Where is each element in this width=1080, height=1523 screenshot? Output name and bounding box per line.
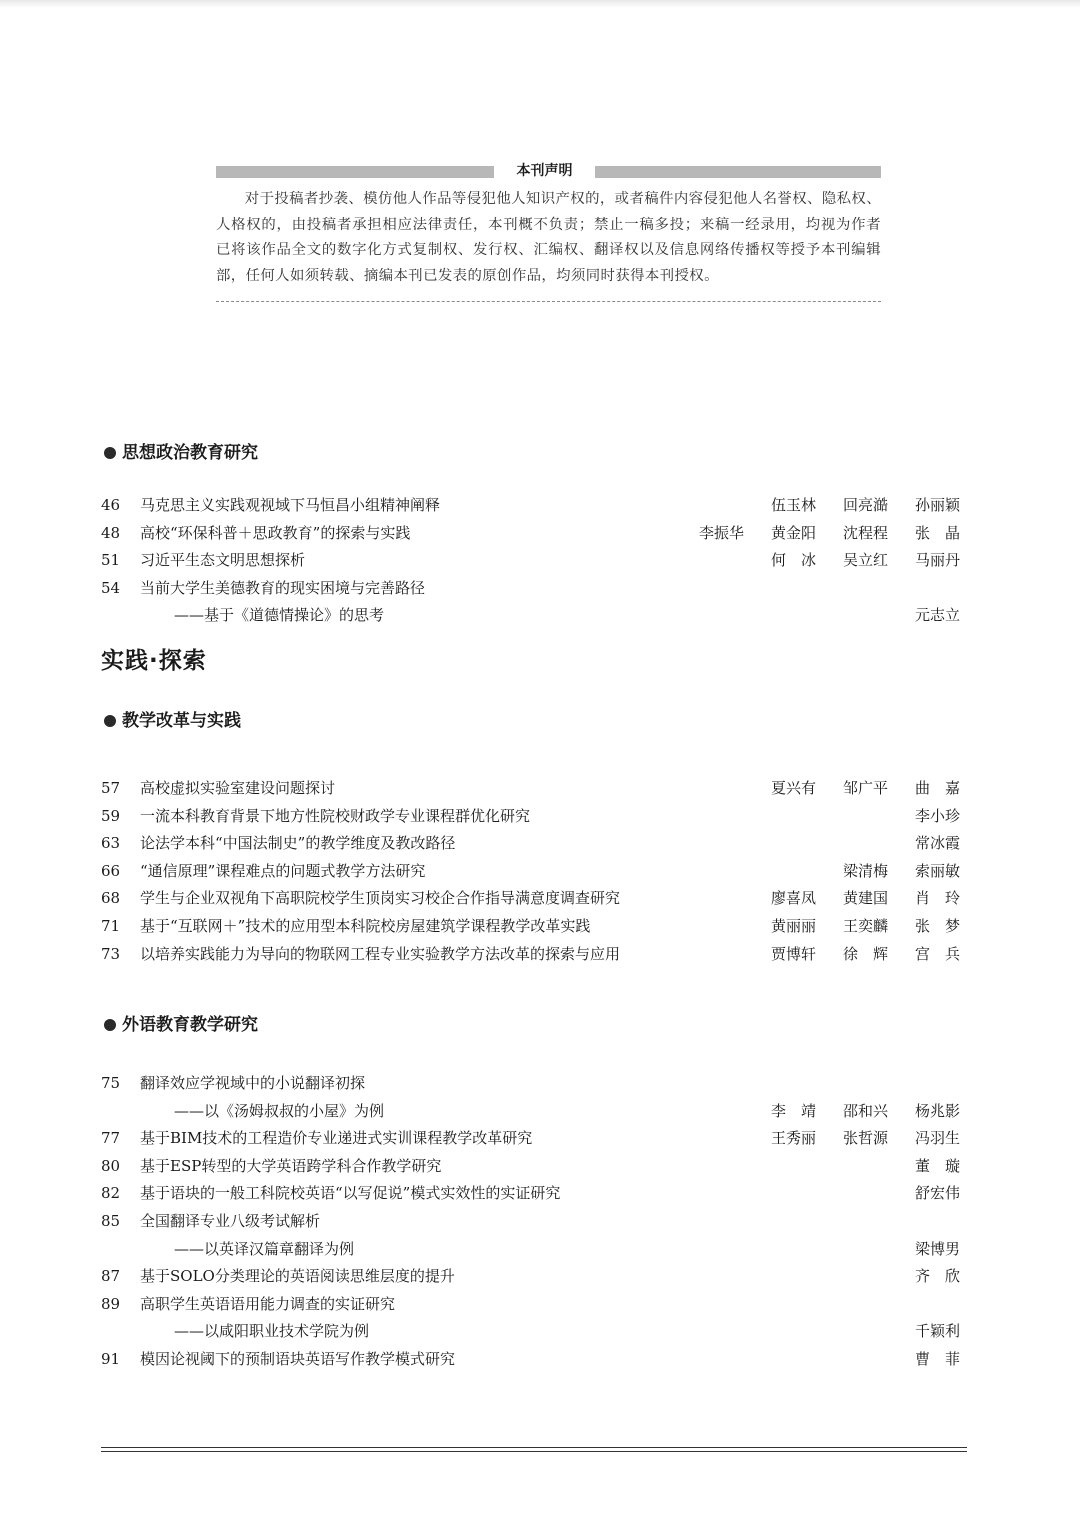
author-name: 常冰霞 bbox=[915, 834, 961, 853]
author-name: 舒宏伟 bbox=[915, 1184, 961, 1203]
author-name: 伍玉林 bbox=[771, 496, 817, 514]
page-number: 80 bbox=[101, 1156, 121, 1175]
author-name: 元志立 bbox=[915, 606, 961, 625]
article-title: 基于SOLO分类理论的英语阅读思维层度的提升 bbox=[140, 1267, 455, 1286]
toc-entry bbox=[101, 1180, 967, 1208]
article-title: 当前大学生美德教育的现实困境与完善路径 bbox=[140, 578, 426, 597]
page-number: 63 bbox=[101, 834, 121, 853]
article-title: 高校“环保科普＋思政教育”的探索与实践 bbox=[140, 523, 411, 542]
author-name: 李小珍 bbox=[915, 806, 961, 825]
author-name: 吴立红 bbox=[843, 551, 889, 570]
section-title-ideology: 思想政治教育研究 bbox=[104, 442, 258, 464]
author-name: 李振华 bbox=[699, 523, 745, 542]
toc-entry bbox=[101, 885, 967, 913]
column-heading: 实践·探索 bbox=[101, 648, 207, 674]
notice-bar-left bbox=[216, 166, 494, 178]
toc-list-teaching-reform bbox=[101, 775, 967, 968]
author-name: 黄丽丽 bbox=[771, 916, 817, 935]
article-title: 高校虚拟实验室建设问题探讨 bbox=[140, 779, 336, 797]
author-name: 张 晶 bbox=[915, 523, 961, 542]
toc-entry bbox=[101, 1070, 967, 1098]
author-list bbox=[699, 520, 967, 548]
author-list bbox=[771, 913, 967, 941]
author-name: 王奕麟 bbox=[843, 916, 889, 935]
author-list bbox=[843, 858, 967, 886]
notice-title: 本刊声明 bbox=[516, 163, 573, 179]
toc-subtitle-row bbox=[101, 1236, 967, 1264]
page-number: 51 bbox=[101, 551, 121, 570]
author-name: 千颖利 bbox=[915, 1322, 961, 1341]
toc-entry bbox=[101, 575, 967, 603]
notice-dashed-rule bbox=[216, 301, 881, 302]
author-list bbox=[915, 1346, 967, 1374]
author-name: 黄建国 bbox=[843, 889, 889, 908]
toc-entry bbox=[101, 1153, 967, 1181]
author-name: 张 梦 bbox=[915, 916, 961, 935]
author-name: 徐 辉 bbox=[843, 944, 889, 963]
page-number: 73 bbox=[101, 944, 121, 963]
author-list bbox=[771, 492, 967, 520]
notice-bar-right bbox=[595, 166, 881, 178]
toc-entry bbox=[101, 520, 967, 548]
author-name: 杨兆影 bbox=[915, 1101, 961, 1120]
author-name: 回亮澔 bbox=[843, 496, 889, 514]
bullet-icon bbox=[104, 1019, 116, 1031]
bullet-icon bbox=[104, 447, 116, 459]
article-title: “通信原理”课程难点的问题式教学方法研究 bbox=[140, 861, 426, 880]
toc-subtitle-row bbox=[101, 602, 967, 630]
section-title-teaching-reform: 教学改革与实践 bbox=[104, 710, 241, 732]
author-name: 王秀丽 bbox=[771, 1129, 817, 1148]
page-number: 68 bbox=[101, 889, 121, 908]
author-name: 冯羽生 bbox=[915, 1129, 961, 1148]
article-title: 学生与企业双视角下高职院校学生顶岗实习校企合作指导满意度调查研究 bbox=[140, 889, 621, 908]
toc-entry bbox=[101, 1346, 967, 1374]
toc-subtitle-row bbox=[101, 1318, 967, 1346]
author-name: 黄金阳 bbox=[771, 523, 817, 542]
author-name: 何 冰 bbox=[771, 551, 817, 570]
article-title: 基于BIM技术的工程造价专业递进式实训课程教学改革研究 bbox=[140, 1129, 533, 1148]
toc-entry bbox=[101, 941, 967, 969]
author-name: 张哲源 bbox=[843, 1129, 889, 1148]
author-list bbox=[915, 1153, 967, 1181]
article-title: 全国翻译专业八级考试解析 bbox=[140, 1211, 321, 1230]
bullet-icon bbox=[104, 715, 116, 727]
page-number: 54 bbox=[101, 578, 121, 597]
toc-entry bbox=[101, 547, 967, 575]
author-name: 马丽丹 bbox=[915, 551, 961, 570]
author-list bbox=[771, 1098, 967, 1126]
author-list bbox=[771, 775, 967, 803]
author-list bbox=[771, 941, 967, 969]
toc-entry bbox=[101, 1208, 967, 1236]
author-name: 肖 玲 bbox=[915, 889, 961, 908]
article-title: 翻译效应学视域中的小说翻译初探 bbox=[140, 1074, 366, 1092]
page-number: 87 bbox=[101, 1267, 121, 1286]
page-number: 89 bbox=[101, 1294, 121, 1313]
toc-entry bbox=[101, 913, 967, 941]
toc-list-ideology bbox=[101, 492, 967, 630]
article-title: 马克思主义实践观视域下马恒昌小组精神阐释 bbox=[140, 496, 441, 514]
bottom-double-rule bbox=[101, 1447, 967, 1452]
page-number: 85 bbox=[101, 1211, 121, 1230]
toc-subtitle-row bbox=[101, 1098, 967, 1126]
author-name: 梁博男 bbox=[915, 1239, 961, 1258]
page-number: 77 bbox=[101, 1129, 121, 1148]
toc-entry bbox=[101, 1125, 967, 1153]
article-title: 以培养实践能力为导向的物联网工程专业实验教学方法改革的探索与应用 bbox=[140, 944, 621, 963]
article-subtitle: ——以《汤姆叔叔的小屋》为例 bbox=[174, 1101, 385, 1120]
article-title: 基于“互联网＋”技术的应用型本科院校房屋建筑学课程教学改革实践 bbox=[140, 916, 591, 935]
author-name: 邹广平 bbox=[843, 779, 889, 797]
page-number: 48 bbox=[101, 523, 121, 542]
author-list bbox=[771, 547, 967, 575]
author-name: 宫 兵 bbox=[915, 944, 961, 963]
author-list bbox=[915, 1236, 967, 1264]
author-name: 李 靖 bbox=[771, 1101, 817, 1120]
page-number: 71 bbox=[101, 916, 121, 935]
author-list bbox=[771, 885, 967, 913]
page-number: 59 bbox=[101, 806, 121, 825]
author-name: 邵和兴 bbox=[843, 1101, 889, 1120]
article-title: 高职学生英语语用能力调查的实证研究 bbox=[140, 1294, 396, 1313]
article-subtitle: ——以英译汉篇章翻译为例 bbox=[174, 1239, 355, 1258]
author-list bbox=[915, 1318, 967, 1346]
toc-list-foreign-language bbox=[101, 1070, 967, 1374]
toc-entry bbox=[101, 775, 967, 803]
notice-body: 对于投稿者抄袭、模仿他人作品等侵犯他人知识产权的，或者稿件内容侵犯他人名誉权、隐私权、人格权的，由投稿者承担相应法律责任，本刊概不负责；禁止一稿多投；来稿一经录用，均视为作者已将该作品全文的数字化方式复制权、发行权、汇编权、翻译权以及信息网络传播权等授予本刊编辑部，任何人如须转载、摘编本刊已发表的原创作品，均须同时获得本刊授权。 bbox=[216, 191, 881, 284]
author-name: 廖喜凤 bbox=[771, 889, 817, 908]
toc-entry bbox=[101, 492, 967, 520]
journal-notice bbox=[216, 162, 881, 302]
author-name: 齐 欣 bbox=[915, 1267, 961, 1286]
author-name: 索丽敏 bbox=[915, 861, 961, 880]
author-name: 贾博轩 bbox=[771, 944, 817, 963]
author-list bbox=[771, 1125, 967, 1153]
article-title: 基于ESP转型的大学英语跨学科合作教学研究 bbox=[140, 1156, 442, 1175]
notice-header bbox=[216, 162, 881, 180]
article-subtitle: ——基于《道德情操论》的思考 bbox=[174, 606, 385, 625]
toc-entry bbox=[101, 803, 967, 831]
author-name: 梁清梅 bbox=[843, 861, 889, 880]
author-list bbox=[915, 1180, 967, 1208]
toc-entry bbox=[101, 830, 967, 858]
author-list bbox=[915, 830, 967, 858]
author-name: 孙丽颖 bbox=[915, 496, 961, 514]
author-list bbox=[915, 803, 967, 831]
article-title: 基于语块的一般工科院校英语“以写促说”模式实效性的实证研究 bbox=[140, 1184, 561, 1203]
author-name: 夏兴有 bbox=[771, 779, 817, 797]
page-number: 91 bbox=[101, 1349, 121, 1368]
toc-entry bbox=[101, 1291, 967, 1319]
article-title: 模因论视阈下的预制语块英语写作教学模式研究 bbox=[140, 1349, 456, 1368]
author-list bbox=[915, 1263, 967, 1291]
author-name: 董 璇 bbox=[915, 1156, 961, 1175]
page-number: 82 bbox=[101, 1184, 121, 1203]
page-top-shade bbox=[0, 0, 1080, 8]
page-number: 75 bbox=[101, 1074, 121, 1092]
page-number: 57 bbox=[101, 779, 121, 797]
article-subtitle: ——以咸阳职业技术学院为例 bbox=[174, 1322, 370, 1341]
article-title: 习近平生态文明思想探析 bbox=[140, 551, 306, 570]
page-number: 46 bbox=[101, 496, 121, 514]
section-title-foreign-language: 外语教育教学研究 bbox=[104, 1014, 258, 1036]
author-name: 曲 嘉 bbox=[915, 779, 961, 797]
article-title: 论法学本科“中国法制史”的教学维度及教改路径 bbox=[140, 834, 456, 853]
author-name: 沈程程 bbox=[843, 523, 889, 542]
toc-entry bbox=[101, 858, 967, 886]
toc-entry bbox=[101, 1263, 967, 1291]
author-list bbox=[915, 602, 967, 630]
article-title: 一流本科教育背景下地方性院校财政学专业课程群优化研究 bbox=[140, 806, 531, 825]
author-name: 曹 菲 bbox=[915, 1349, 961, 1368]
page-number: 66 bbox=[101, 861, 121, 880]
